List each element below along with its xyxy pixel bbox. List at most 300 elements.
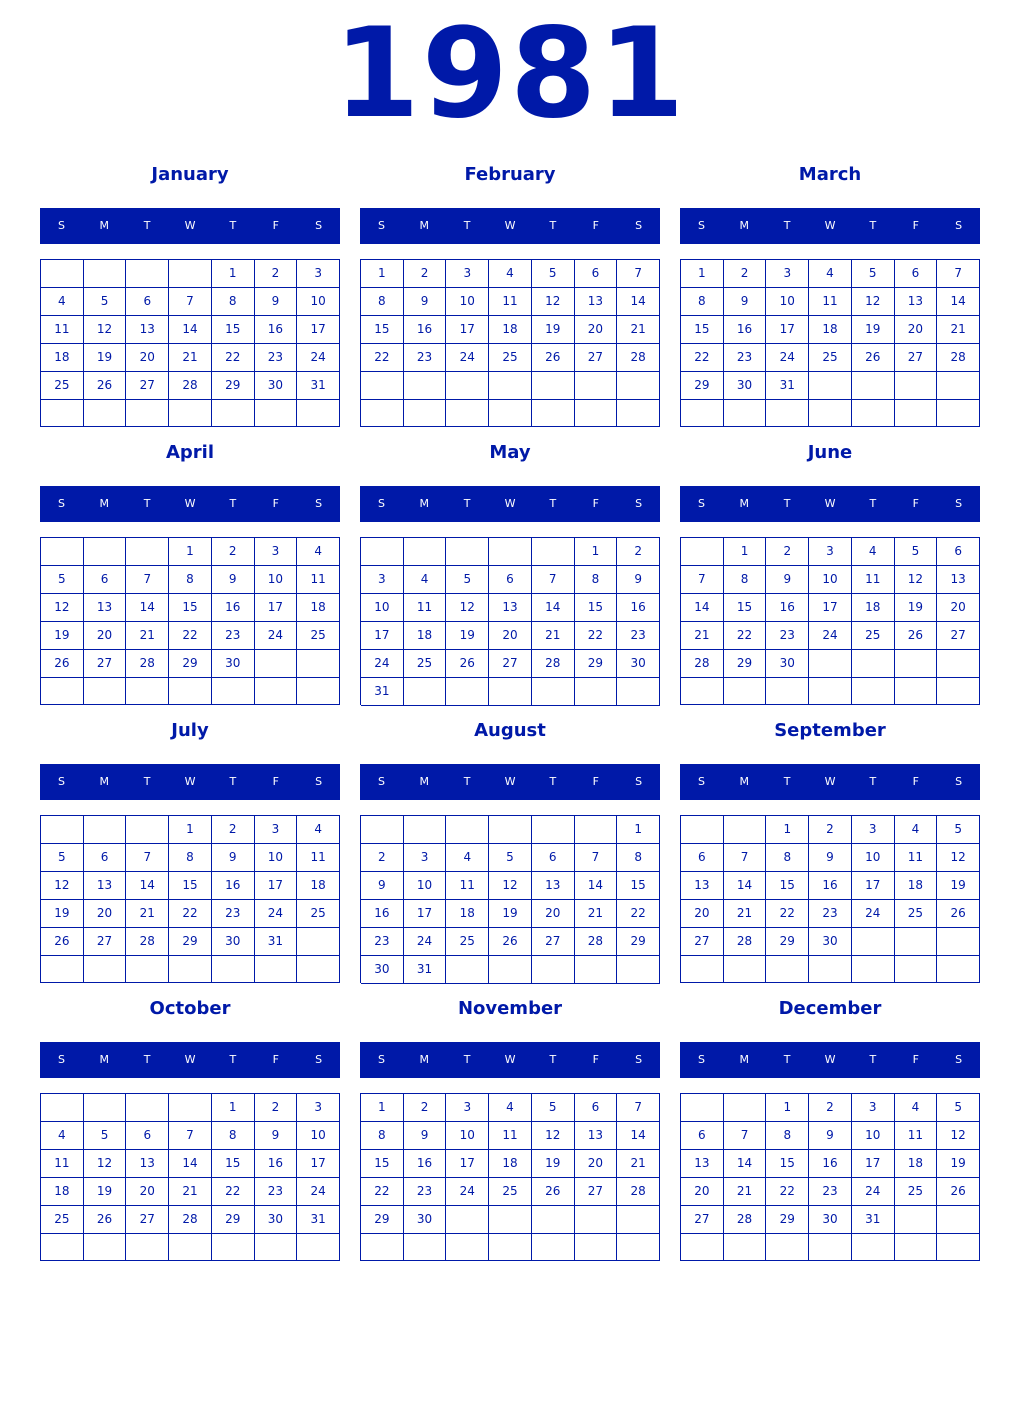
day-cell: 11: [297, 566, 340, 594]
day-cell: 30: [809, 1206, 852, 1234]
day-cell: 17: [446, 316, 489, 344]
empty-day-cell: [126, 678, 169, 705]
empty-day-cell: [532, 1234, 575, 1261]
empty-day-cell: [532, 816, 575, 844]
day-cell: 21: [724, 900, 767, 928]
day-cell: 2: [617, 538, 660, 566]
day-cell: 7: [169, 288, 212, 316]
day-cell: 5: [41, 844, 84, 872]
day-cell: 9: [404, 1122, 447, 1150]
day-cell: 13: [84, 872, 127, 900]
weekday-header: T: [869, 497, 877, 510]
day-cell: 8: [766, 844, 809, 872]
day-cell: 30: [724, 372, 767, 400]
weekday-header: S: [697, 775, 705, 788]
day-cell: 1: [361, 260, 404, 288]
weekday-header: W: [824, 775, 836, 788]
day-cell: 2: [361, 844, 404, 872]
weekday-header-row: [680, 1042, 980, 1078]
weekday-header: M: [739, 219, 750, 232]
empty-day-cell: [766, 956, 809, 983]
day-cell: 1: [766, 816, 809, 844]
day-cell: 31: [852, 1206, 895, 1234]
day-cell: 11: [489, 288, 532, 316]
day-cell: 20: [937, 594, 980, 622]
day-cell: 4: [809, 260, 852, 288]
day-grid: [360, 537, 660, 705]
day-cell: 29: [169, 928, 212, 956]
weekday-header: M: [739, 1053, 750, 1066]
day-cell: 26: [84, 372, 127, 400]
weekday-header: S: [955, 497, 963, 510]
weekday-header: S: [955, 1053, 963, 1066]
day-cell: 20: [532, 900, 575, 928]
weekday-header: S: [955, 219, 963, 232]
weekday-header: T: [229, 1053, 237, 1066]
empty-day-cell: [809, 372, 852, 400]
month-name: December: [778, 998, 882, 1019]
day-cell: 3: [852, 816, 895, 844]
day-cell: 4: [297, 538, 340, 566]
day-cell: 22: [575, 622, 618, 650]
day-cell: 13: [126, 1150, 169, 1178]
day-cell: 24: [852, 900, 895, 928]
empty-day-cell: [41, 400, 84, 427]
day-cell: 18: [404, 622, 447, 650]
year-title: 1981: [333, 2, 687, 146]
day-cell: 19: [852, 316, 895, 344]
day-cell: 16: [212, 594, 255, 622]
day-cell: 14: [724, 1150, 767, 1178]
weekday-header: T: [783, 219, 791, 232]
day-cell: 23: [404, 1178, 447, 1206]
day-cell: 10: [297, 288, 340, 316]
empty-day-cell: [126, 260, 169, 288]
day-cell: 3: [766, 260, 809, 288]
weekday-header: F: [272, 1053, 279, 1066]
day-cell: 20: [575, 1150, 618, 1178]
day-cell: 25: [41, 1206, 84, 1234]
weekday-header-row: [40, 764, 340, 800]
day-cell: 28: [169, 372, 212, 400]
empty-day-cell: [895, 1234, 938, 1261]
day-cell: 28: [937, 344, 980, 372]
empty-day-cell: [361, 816, 404, 844]
empty-day-cell: [404, 816, 447, 844]
weekday-header-row: [360, 486, 660, 522]
day-cell: 27: [681, 928, 724, 956]
day-grid: [360, 815, 660, 983]
day-cell: 15: [617, 872, 660, 900]
weekday-header: T: [869, 775, 877, 788]
day-cell: 3: [852, 1094, 895, 1122]
weekday-header: S: [697, 219, 705, 232]
empty-day-cell: [532, 956, 575, 984]
empty-day-cell: [532, 678, 575, 706]
day-cell: 21: [126, 622, 169, 650]
empty-day-cell: [575, 816, 618, 844]
empty-day-cell: [895, 928, 938, 956]
day-cell: 28: [617, 344, 660, 372]
day-cell: 27: [575, 344, 618, 372]
weekday-header: T: [229, 775, 237, 788]
day-cell: 28: [724, 1206, 767, 1234]
day-cell: 29: [681, 372, 724, 400]
empty-day-cell: [809, 1234, 852, 1261]
day-cell: 20: [681, 900, 724, 928]
day-cell: 23: [361, 928, 404, 956]
empty-day-cell: [852, 678, 895, 705]
empty-day-cell: [169, 1094, 212, 1122]
weekday-header: F: [912, 1053, 919, 1066]
day-cell: 10: [361, 594, 404, 622]
day-cell: 8: [169, 566, 212, 594]
day-cell: 5: [937, 1094, 980, 1122]
day-cell: 6: [575, 260, 618, 288]
empty-day-cell: [852, 1234, 895, 1261]
day-cell: 26: [937, 1178, 980, 1206]
empty-day-cell: [297, 928, 340, 956]
weekday-header: S: [377, 1053, 385, 1066]
day-cell: 2: [404, 260, 447, 288]
empty-day-cell: [617, 372, 660, 400]
weekday-header: S: [315, 775, 323, 788]
day-cell: 13: [84, 594, 127, 622]
day-cell: 24: [255, 622, 298, 650]
day-cell: 21: [617, 1150, 660, 1178]
weekday-header: T: [549, 497, 557, 510]
day-grid: [40, 815, 340, 983]
day-cell: 11: [41, 316, 84, 344]
day-cell: 27: [84, 650, 127, 678]
weekday-header: M: [419, 1053, 430, 1066]
day-cell: 26: [489, 928, 532, 956]
empty-day-cell: [84, 1094, 127, 1122]
empty-day-cell: [724, 678, 767, 705]
weekday-header: W: [504, 1053, 516, 1066]
day-cell: 1: [617, 816, 660, 844]
day-cell: 5: [532, 260, 575, 288]
weekday-header: T: [869, 219, 877, 232]
day-cell: 4: [489, 260, 532, 288]
day-cell: 9: [809, 1122, 852, 1150]
empty-day-cell: [489, 678, 532, 706]
empty-day-cell: [681, 678, 724, 705]
empty-day-cell: [446, 956, 489, 984]
day-cell: 11: [41, 1150, 84, 1178]
weekday-header: W: [824, 497, 836, 510]
weekday-header: W: [504, 219, 516, 232]
day-cell: 12: [84, 1150, 127, 1178]
day-cell: 8: [617, 844, 660, 872]
day-cell: 28: [575, 928, 618, 956]
day-cell: 12: [895, 566, 938, 594]
empty-day-cell: [617, 1234, 660, 1261]
empty-day-cell: [169, 1234, 212, 1261]
day-cell: 22: [724, 622, 767, 650]
empty-day-cell: [446, 400, 489, 428]
day-cell: 9: [617, 566, 660, 594]
empty-day-cell: [297, 400, 340, 427]
day-cell: 10: [446, 288, 489, 316]
day-cell: 27: [126, 1206, 169, 1234]
day-cell: 12: [489, 872, 532, 900]
day-cell: 25: [41, 372, 84, 400]
day-cell: 22: [361, 1178, 404, 1206]
day-cell: 7: [169, 1122, 212, 1150]
empty-day-cell: [575, 1206, 618, 1234]
day-cell: 3: [255, 538, 298, 566]
weekday-header: T: [783, 775, 791, 788]
empty-day-cell: [212, 678, 255, 705]
day-cell: 1: [169, 816, 212, 844]
day-cell: 8: [361, 1122, 404, 1150]
weekday-header: S: [635, 1053, 643, 1066]
empty-day-cell: [809, 650, 852, 678]
empty-day-cell: [575, 678, 618, 706]
day-cell: 30: [212, 928, 255, 956]
empty-day-cell: [681, 400, 724, 427]
day-cell: 9: [766, 566, 809, 594]
day-cell: 5: [489, 844, 532, 872]
month-name: August: [474, 720, 546, 741]
day-cell: 19: [895, 594, 938, 622]
empty-day-cell: [446, 1234, 489, 1261]
day-cell: 17: [852, 872, 895, 900]
day-cell: 24: [809, 622, 852, 650]
day-cell: 9: [404, 288, 447, 316]
day-cell: 2: [766, 538, 809, 566]
day-cell: 12: [532, 288, 575, 316]
day-cell: 1: [361, 1094, 404, 1122]
day-cell: 19: [41, 622, 84, 650]
day-cell: 5: [852, 260, 895, 288]
day-cell: 6: [681, 844, 724, 872]
day-cell: 29: [361, 1206, 404, 1234]
empty-day-cell: [575, 400, 618, 428]
day-cell: 14: [937, 288, 980, 316]
day-cell: 7: [724, 844, 767, 872]
weekday-header: S: [635, 497, 643, 510]
day-cell: 15: [766, 1150, 809, 1178]
empty-day-cell: [681, 816, 724, 844]
weekday-header: M: [99, 1053, 110, 1066]
weekday-header: S: [635, 775, 643, 788]
day-cell: 27: [532, 928, 575, 956]
empty-day-cell: [41, 678, 84, 705]
day-cell: 2: [255, 1094, 298, 1122]
day-cell: 5: [895, 538, 938, 566]
day-cell: 5: [84, 1122, 127, 1150]
day-cell: 29: [766, 928, 809, 956]
day-cell: 10: [404, 872, 447, 900]
day-cell: 8: [766, 1122, 809, 1150]
day-cell: 9: [255, 288, 298, 316]
empty-day-cell: [126, 956, 169, 983]
day-cell: 3: [297, 1094, 340, 1122]
empty-day-cell: [84, 538, 127, 566]
day-cell: 19: [41, 900, 84, 928]
day-cell: 25: [297, 900, 340, 928]
month-name: May: [489, 442, 531, 463]
day-cell: 3: [809, 538, 852, 566]
day-cell: 14: [617, 288, 660, 316]
weekday-header: F: [592, 1053, 599, 1066]
day-cell: 10: [446, 1122, 489, 1150]
empty-day-cell: [404, 1234, 447, 1261]
empty-day-cell: [937, 1206, 980, 1234]
empty-day-cell: [489, 400, 532, 428]
empty-day-cell: [532, 1206, 575, 1234]
weekday-header: T: [229, 219, 237, 232]
day-cell: 14: [126, 594, 169, 622]
month-name: February: [464, 164, 556, 185]
day-cell: 25: [895, 900, 938, 928]
empty-day-cell: [446, 1206, 489, 1234]
day-cell: 20: [84, 900, 127, 928]
day-cell: 24: [852, 1178, 895, 1206]
empty-day-cell: [446, 678, 489, 706]
weekday-header: T: [143, 219, 151, 232]
day-cell: 9: [724, 288, 767, 316]
weekday-header: W: [824, 219, 836, 232]
day-cell: 14: [617, 1122, 660, 1150]
empty-day-cell: [489, 538, 532, 566]
month-name: April: [165, 442, 215, 463]
day-cell: 21: [575, 900, 618, 928]
day-cell: 5: [937, 816, 980, 844]
day-cell: 4: [489, 1094, 532, 1122]
empty-day-cell: [41, 1094, 84, 1122]
day-cell: 7: [126, 566, 169, 594]
day-cell: 23: [255, 344, 298, 372]
day-cell: 16: [724, 316, 767, 344]
day-cell: 13: [895, 288, 938, 316]
day-cell: 29: [766, 1206, 809, 1234]
weekday-header: S: [377, 219, 385, 232]
empty-day-cell: [766, 1234, 809, 1261]
day-cell: 7: [617, 260, 660, 288]
empty-day-cell: [617, 956, 660, 984]
day-cell: 17: [766, 316, 809, 344]
day-cell: 21: [169, 1178, 212, 1206]
day-cell: 1: [169, 538, 212, 566]
day-cell: 30: [617, 650, 660, 678]
day-cell: 18: [895, 1150, 938, 1178]
day-grid: [680, 1093, 980, 1261]
empty-day-cell: [169, 400, 212, 427]
day-cell: 7: [937, 260, 980, 288]
empty-day-cell: [937, 928, 980, 956]
day-cell: 6: [937, 538, 980, 566]
weekday-header: M: [99, 219, 110, 232]
day-cell: 22: [681, 344, 724, 372]
day-cell: 19: [84, 1178, 127, 1206]
day-cell: 21: [681, 622, 724, 650]
day-cell: 18: [446, 900, 489, 928]
day-cell: 26: [852, 344, 895, 372]
day-cell: 23: [809, 900, 852, 928]
day-cell: 19: [937, 872, 980, 900]
day-cell: 23: [724, 344, 767, 372]
weekday-header: T: [143, 1053, 151, 1066]
empty-day-cell: [126, 1094, 169, 1122]
day-grid: [360, 259, 660, 427]
empty-day-cell: [575, 372, 618, 400]
day-cell: 11: [895, 1122, 938, 1150]
day-cell: 24: [766, 344, 809, 372]
weekday-header: F: [272, 775, 279, 788]
day-cell: 20: [895, 316, 938, 344]
empty-day-cell: [404, 678, 447, 706]
day-cell: 10: [852, 844, 895, 872]
day-cell: 18: [852, 594, 895, 622]
day-cell: 27: [126, 372, 169, 400]
empty-day-cell: [489, 1234, 532, 1261]
day-cell: 4: [852, 538, 895, 566]
day-cell: 18: [809, 316, 852, 344]
day-cell: 29: [169, 650, 212, 678]
day-cell: 11: [297, 844, 340, 872]
empty-day-cell: [41, 816, 84, 844]
day-cell: 2: [809, 816, 852, 844]
empty-day-cell: [126, 816, 169, 844]
day-grid: [680, 815, 980, 983]
day-cell: 10: [255, 844, 298, 872]
day-cell: 23: [255, 1178, 298, 1206]
weekday-header: T: [463, 1053, 471, 1066]
day-cell: 17: [809, 594, 852, 622]
weekday-header: T: [783, 1053, 791, 1066]
weekday-header: W: [184, 775, 196, 788]
empty-day-cell: [126, 538, 169, 566]
empty-day-cell: [84, 956, 127, 983]
day-cell: 8: [212, 1122, 255, 1150]
weekday-header-row: [40, 486, 340, 522]
weekday-header: F: [592, 775, 599, 788]
empty-day-cell: [404, 400, 447, 428]
day-cell: 24: [255, 900, 298, 928]
empty-day-cell: [84, 1234, 127, 1261]
weekday-header: F: [912, 219, 919, 232]
day-cell: 21: [617, 316, 660, 344]
day-cell: 21: [724, 1178, 767, 1206]
day-cell: 20: [126, 344, 169, 372]
day-cell: 24: [297, 1178, 340, 1206]
day-cell: 2: [212, 538, 255, 566]
weekday-header: F: [272, 497, 279, 510]
empty-day-cell: [361, 538, 404, 566]
day-cell: 30: [404, 1206, 447, 1234]
day-cell: 3: [297, 260, 340, 288]
day-cell: 1: [724, 538, 767, 566]
empty-day-cell: [681, 1094, 724, 1122]
day-cell: 25: [895, 1178, 938, 1206]
empty-day-cell: [895, 372, 938, 400]
empty-day-cell: [404, 372, 447, 400]
weekday-header: S: [57, 497, 65, 510]
day-cell: 26: [84, 1206, 127, 1234]
day-cell: 28: [532, 650, 575, 678]
day-cell: 12: [532, 1122, 575, 1150]
weekday-header: T: [549, 775, 557, 788]
empty-day-cell: [724, 400, 767, 427]
empty-day-cell: [41, 1234, 84, 1261]
day-cell: 16: [255, 1150, 298, 1178]
empty-day-cell: [41, 538, 84, 566]
day-cell: 6: [84, 566, 127, 594]
day-cell: 24: [446, 1178, 489, 1206]
